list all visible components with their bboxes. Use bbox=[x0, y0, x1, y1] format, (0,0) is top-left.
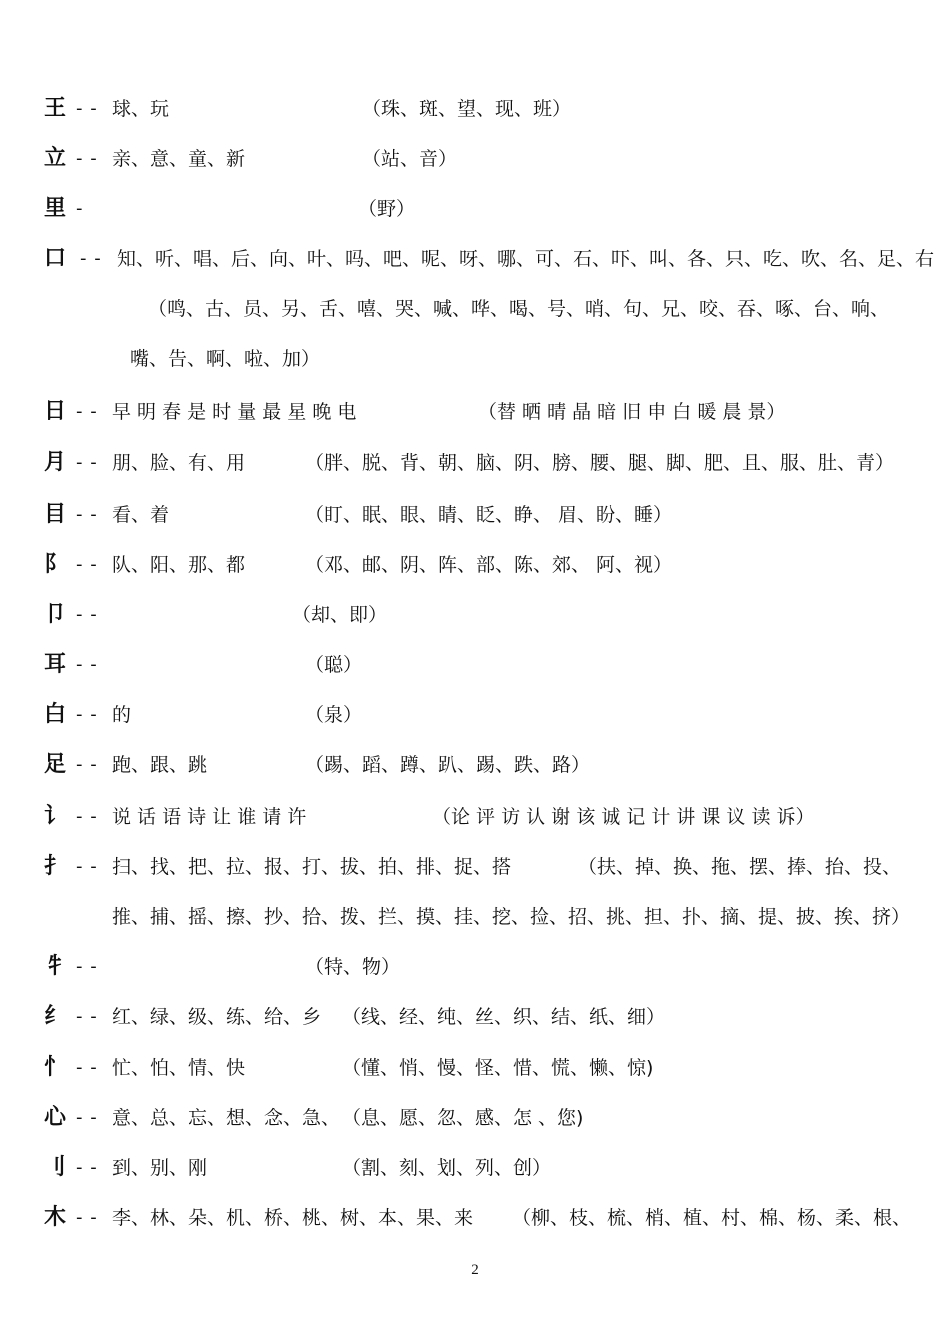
group-chars: 嘴、告、啊、啦、加） bbox=[130, 348, 321, 370]
known-chars: 的 bbox=[112, 704, 132, 726]
dash: - - bbox=[76, 452, 98, 473]
group-chars: （珠、斑、望、现、班） bbox=[362, 98, 572, 120]
dash: - - bbox=[76, 1207, 98, 1228]
page-number: 2 bbox=[471, 1262, 479, 1278]
known-chars: 知、听、唱、后、向、叶、吗、吧、呢、呀、哪、可、石、吓、叫、各、只、吃、吹、名、足、右 bbox=[117, 248, 935, 270]
known-chars: 推、捕、摇、擦、抄、拾、拨、拦、摸、挂、挖、捡、招、挑、担、扑、摘、提、披、挨、挤） bbox=[112, 906, 911, 928]
known-chars: 李、林、朵、机、桥、桃、树、本、果、来 bbox=[112, 1207, 474, 1229]
group-chars: （替 晒 晴 晶 暗 旧 申 白 暖 晨 景） bbox=[478, 401, 786, 423]
radical: 里 bbox=[44, 196, 67, 221]
known-chars: 朋、脸、有、用 bbox=[112, 452, 246, 474]
group-chars: （柳、枝、梳、梢、植、村、棉、杨、柔、根、 bbox=[512, 1207, 912, 1229]
known-chars: 球、玩 bbox=[112, 98, 170, 120]
radical: 王 bbox=[44, 96, 67, 121]
radical: 耳 bbox=[44, 652, 67, 677]
radical: 月 bbox=[44, 450, 67, 475]
known-chars: 说 话 语 诗 让 谁 请 许 bbox=[112, 806, 307, 828]
group-chars: （割、刻、划、列、创） bbox=[342, 1157, 552, 1179]
radical: 卩 bbox=[44, 602, 67, 627]
dash: - - bbox=[76, 554, 98, 575]
group-chars: （线、经、纯、丝、织、结、纸、细） bbox=[342, 1006, 666, 1028]
radical: 立 bbox=[44, 146, 67, 171]
radical: 木 bbox=[44, 1205, 67, 1230]
dash: - - bbox=[76, 401, 98, 422]
dash: - - bbox=[76, 856, 98, 877]
group-chars: （泉） bbox=[305, 704, 363, 726]
known-chars: 看、着 bbox=[112, 504, 170, 526]
dash: - - bbox=[76, 98, 98, 119]
dash: - - bbox=[76, 148, 98, 169]
group-chars: （懂、悄、慢、怪、惜、慌、懒、惊) bbox=[342, 1057, 654, 1079]
radical: 扌 bbox=[44, 854, 67, 879]
known-chars: 忙、怕、情、快 bbox=[112, 1057, 246, 1079]
dash: - - bbox=[76, 504, 98, 525]
group-chars: （扶、掉、换、拖、摆、捧、抬、投、 bbox=[578, 856, 902, 878]
known-chars: 红、绿、级、练、给、乡 bbox=[112, 1006, 322, 1028]
group-chars: （胖、脱、背、朝、脑、阴、膀、腰、腿、脚、肥、且、服、肚、青） bbox=[305, 452, 895, 474]
radical: 心 bbox=[44, 1105, 67, 1130]
group-chars: （野） bbox=[358, 198, 416, 220]
group-chars: （踢、蹈、蹲、趴、踢、跌、路） bbox=[305, 754, 591, 776]
radical: 足 bbox=[44, 752, 67, 777]
radical: 纟 bbox=[44, 1004, 67, 1029]
group-chars: （邓、邮、阴、阵、部、陈、郊、 阿、视） bbox=[305, 554, 673, 576]
radical: 口 bbox=[44, 246, 67, 271]
dash: - - bbox=[76, 1157, 98, 1178]
radical: 日 bbox=[44, 399, 67, 424]
known-chars: 早 明 春 是 时 量 最 星 晚 电 bbox=[112, 401, 357, 423]
known-chars: 扫、找、把、拉、报、打、拔、拍、排、捉、搭 bbox=[112, 856, 512, 878]
dash: - - bbox=[80, 248, 102, 269]
group-chars: （特、物） bbox=[305, 956, 401, 978]
radical: 刂 bbox=[44, 1155, 67, 1180]
radical: 目 bbox=[44, 502, 67, 527]
dash: - - bbox=[76, 1006, 98, 1027]
dash: - - bbox=[76, 754, 98, 775]
group-chars: （站、音） bbox=[362, 148, 458, 170]
known-chars: 队、阳、那、都 bbox=[112, 554, 246, 576]
group-chars: （论 评 访 认 谢 该 诚 记 计 讲 课 议 读 诉） bbox=[432, 806, 815, 828]
dash: - - bbox=[76, 704, 98, 725]
radical: 忄 bbox=[44, 1055, 67, 1080]
dash: - - bbox=[76, 806, 98, 827]
radical: 讠 bbox=[44, 804, 67, 829]
known-chars: 亲、意、童、新 bbox=[112, 148, 246, 170]
dash: - - bbox=[76, 1107, 98, 1128]
dash: - - bbox=[76, 1057, 98, 1078]
radical: 牜 bbox=[44, 954, 67, 979]
radical: 白 bbox=[44, 702, 67, 727]
known-chars: 意、总、忘、想、念、急、 bbox=[112, 1107, 341, 1129]
dash: - - bbox=[76, 604, 98, 625]
dash: - bbox=[76, 198, 84, 219]
dash: - - bbox=[76, 654, 98, 675]
radical: 阝 bbox=[44, 552, 67, 577]
group-chars: （鸣、古、员、另、舌、嘻、哭、喊、哗、喝、号、哨、句、兄、咬、吞、啄、台、响、 bbox=[148, 298, 890, 320]
group-chars: （聪） bbox=[305, 654, 363, 676]
known-chars: 跑、跟、跳 bbox=[112, 754, 208, 776]
group-chars: （却、即） bbox=[292, 604, 388, 626]
group-chars: （盯、眠、眼、睛、眨、睁、 眉、盼、睡） bbox=[305, 504, 673, 526]
group-chars: （息、愿、忽、感、怎 、您) bbox=[342, 1107, 584, 1129]
dash: - - bbox=[76, 956, 98, 977]
known-chars: 到、别、刚 bbox=[112, 1157, 208, 1179]
